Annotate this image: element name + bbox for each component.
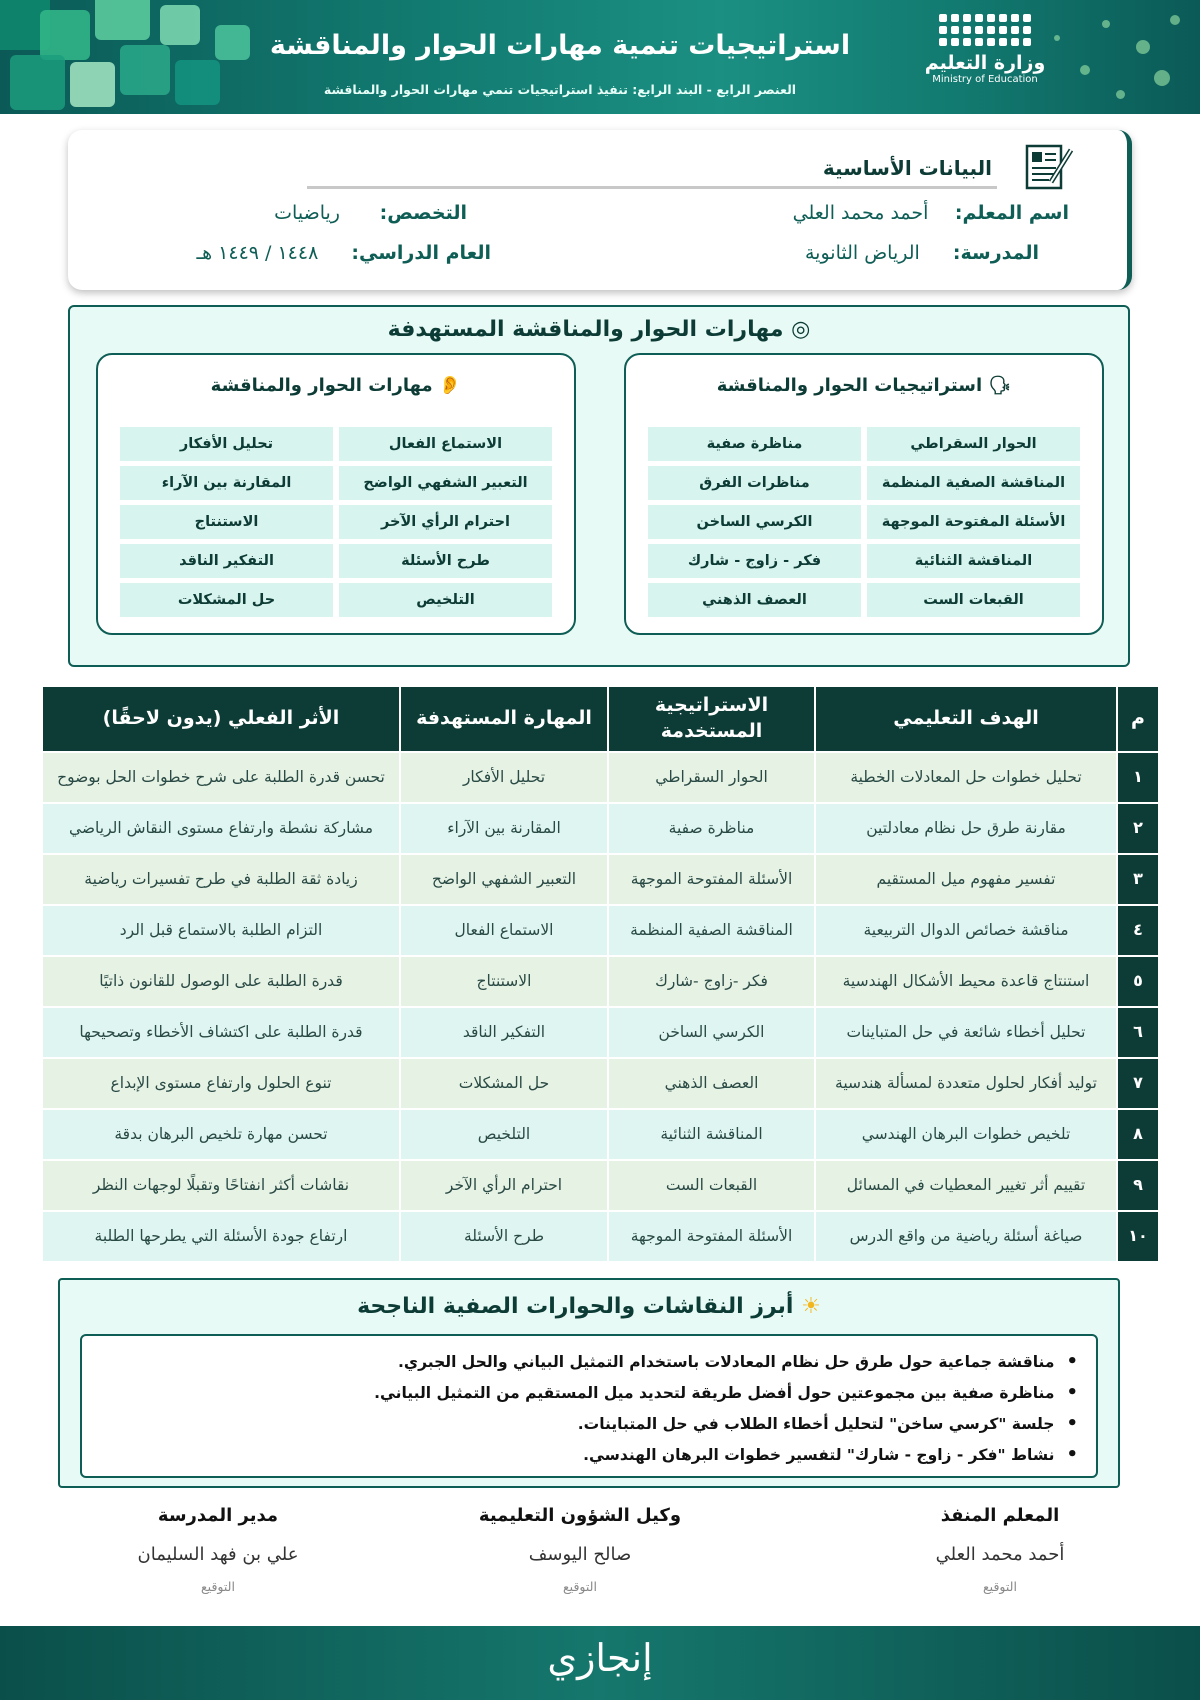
strategy-item: مناظرة صفية <box>648 427 861 461</box>
row-skill: التلخيص <box>400 1109 608 1160</box>
signature-role: وكيل الشؤون التعليمية <box>478 1505 682 1526</box>
skill-item: الاستنتاج <box>120 505 333 539</box>
row-goal: تفسير مفهوم ميل المستقيم <box>815 854 1117 905</box>
skills-box <box>96 353 576 635</box>
row-strategy: فكر -زاوج -شارك <box>608 956 815 1007</box>
highlights-box <box>80 1334 1098 1478</box>
table-row <box>42 1109 1159 1160</box>
row-number: ٧ <box>1117 1058 1159 1109</box>
table-row <box>42 803 1159 854</box>
row-impact: قدرة الطلبة على اكتشاف الأخطاء وتصحيحها <box>42 1007 400 1058</box>
signature-role: مدير المدرسة <box>157 1505 279 1526</box>
row-goal: تقييم أثر تغيير المعطيات في المسائل <box>815 1160 1117 1211</box>
teacher-label: اسم المعلم: <box>954 202 1069 224</box>
row-skill: طرح الأسئلة <box>400 1211 608 1262</box>
strategies-grid <box>648 427 1080 617</box>
logo-arabic: وزارة التعليم <box>924 52 1046 74</box>
row-skill: حل المشكلات <box>400 1058 608 1109</box>
row-goal: توليد أفكار لحلول متعددة لمسألة هندسية <box>815 1058 1117 1109</box>
strategy-item: الأسئلة المفتوحة الموجهة <box>867 505 1080 539</box>
skill-item: احترام الرأي الآخر <box>339 505 552 539</box>
row-skill: احترام الرأي الآخر <box>400 1160 608 1211</box>
teacher-field <box>793 202 1069 224</box>
year-field <box>197 242 491 264</box>
row-strategy: القبعات الست <box>608 1160 815 1211</box>
strategy-item: العصف الذهني <box>648 583 861 617</box>
basic-info-card <box>68 130 1132 290</box>
row-skill: التفكير الناقد <box>400 1007 608 1058</box>
signature-label: التوقيع <box>563 1579 597 1594</box>
goals-table <box>41 685 1160 1263</box>
year-label: العام الدراسي: <box>351 242 491 264</box>
signature-name: أحمد محمد العلي <box>935 1544 1065 1565</box>
page-header <box>0 0 1200 114</box>
signature-label: التوقيع <box>201 1579 235 1594</box>
skill-item: المقارنة بين الآراء <box>120 466 333 500</box>
row-number: ٩ <box>1117 1160 1159 1211</box>
school-label: المدرسة: <box>952 242 1039 264</box>
table-row <box>42 1160 1159 1211</box>
strategy-item: فكر - زاوج - شارك <box>648 544 861 578</box>
row-goal: مناقشة خصائص الدوال التربيعية <box>815 905 1117 956</box>
table-row <box>42 905 1159 956</box>
row-goal: مقارنة طرق حل نظام معادلتين <box>815 803 1117 854</box>
row-impact: تحسن مهارة تلخيص البرهان بدقة <box>42 1109 400 1160</box>
strategy-item: المناقشة الصفية المنظمة <box>867 466 1080 500</box>
teacher-value: أحمد محمد العلي <box>792 202 929 224</box>
strategies-box <box>624 353 1104 635</box>
row-strategy: المناقشة الصفية المنظمة <box>608 905 815 956</box>
table-header-row <box>42 686 1159 752</box>
signature-label: التوقيع <box>983 1579 1017 1594</box>
row-skill: المقارنة بين الآراء <box>400 803 608 854</box>
skill-item: تحليل الأفكار <box>120 427 333 461</box>
year-value: ١٤٤٨ / ١٤٤٩ هـ <box>196 242 319 264</box>
row-impact: ارتفاع جودة الأسئلة التي يطرحها الطلبة <box>42 1211 400 1262</box>
specialty-value: رياضيات <box>274 202 340 224</box>
skill-item: الاستماع الفعال <box>339 427 552 461</box>
highlights-list <box>100 1346 1078 1470</box>
row-goal: استنتاج قاعدة محيط الأشكال الهندسية <box>815 956 1117 1007</box>
row-impact: تحسن قدرة الطلبة على شرح خطوات الحل بوضوح <box>42 752 400 803</box>
strategy-item: الكرسي الساخن <box>648 505 861 539</box>
row-strategy: العصف الذهني <box>608 1058 815 1109</box>
page-footer <box>0 1626 1200 1700</box>
table-row <box>42 1058 1159 1109</box>
row-number: ١ <box>1117 752 1159 803</box>
row-impact: التزام الطلبة بالاستماع قبل الرد <box>42 905 400 956</box>
signature-name: علي بن فهد السليمان <box>137 1544 299 1565</box>
ministry-logo <box>920 14 1050 104</box>
header-decoration <box>0 0 260 114</box>
row-goal: تلخيص خطوات البرهان الهندسي <box>815 1109 1117 1160</box>
row-impact: زيادة ثقة الطلبة في طرح تفسيرات رياضية <box>42 854 400 905</box>
table-row <box>42 1007 1159 1058</box>
strategy-item: مناظرات الفرق <box>648 466 861 500</box>
signature-deputy <box>420 1505 740 1594</box>
row-number: ٣ <box>1117 854 1159 905</box>
strategies-title: 🗣 استراتيجيات الحوار والمناقشة <box>716 375 1012 396</box>
row-impact: نقاشات أكثر انفتاحًا وتقبلًا لوجهات النظر <box>42 1160 400 1211</box>
skills-box-title: 👂 مهارات الحوار والمناقشة <box>210 375 462 396</box>
target-skills-panel <box>68 305 1130 667</box>
highlights-title: ☀ أبرز النقاشات والحوارات الصفية الناجحة <box>357 1294 821 1319</box>
header-strategy: الاستراتيجية المستخدمة <box>608 686 815 752</box>
row-impact: قدرة الطلبة على الوصول للقانون ذاتيًا <box>42 956 400 1007</box>
highlight-item: • مناظرة صفية بين مجموعتين حول أفضل طريقة لتحديد ميل المستقيم من التمثيل البياني. <box>100 1377 1078 1408</box>
document-pen-icon <box>1023 142 1075 194</box>
school-value: الرياض الثانوية <box>805 242 920 264</box>
row-strategy: المناقشة الثنائية <box>608 1109 815 1160</box>
signature-principal <box>58 1505 378 1594</box>
logo-english: Ministry of Education <box>932 74 1038 85</box>
row-number: ١٠ <box>1117 1211 1159 1262</box>
row-goal: تحليل خطوات حل المعادلات الخطية <box>815 752 1117 803</box>
row-number: ٢ <box>1117 803 1159 854</box>
skill-item: التعبير الشفهي الواضح <box>339 466 552 500</box>
ear-icon: 👂 <box>438 375 462 396</box>
header-impact: الأثر الفعلي (يدون لاحقًا) <box>42 686 400 752</box>
logo-dots-icon <box>920 14 1050 46</box>
highlight-item: • جلسة "كرسي ساخن" لتحليل أخطاء الطلاب في حل المتباينات. <box>100 1408 1078 1439</box>
basic-info-title: البيانات الأساسية <box>822 156 992 180</box>
skill-item: التفكير الناقد <box>120 544 333 578</box>
school-field <box>805 242 1039 264</box>
row-strategy: مناظرة صفية <box>608 803 815 854</box>
signature-role: المعلم المنفذ <box>940 1505 1060 1526</box>
row-strategy: الحوار السقراطي <box>608 752 815 803</box>
strategy-item: القبعات الست <box>867 583 1080 617</box>
row-impact: مشاركة نشطة وارتفاع مستوى النقاش الرياضي <box>42 803 400 854</box>
signature-name: صالح اليوسف <box>528 1544 632 1565</box>
target-icon: ◎ <box>791 317 811 342</box>
specialty-field <box>274 202 467 224</box>
row-goal: صياغة أسئلة رياضية من واقع الدرس <box>815 1211 1117 1262</box>
row-strategy: الكرسي الساخن <box>608 1007 815 1058</box>
signature-teacher <box>840 1505 1160 1594</box>
highlights-panel <box>58 1278 1120 1488</box>
header-goal: الهدف التعليمي <box>815 686 1117 752</box>
table-row <box>42 854 1159 905</box>
row-skill: التعبير الشفهي الواضح <box>400 854 608 905</box>
table-row <box>42 956 1159 1007</box>
header-number: م <box>1117 686 1159 752</box>
skill-item: طرح الأسئلة <box>339 544 552 578</box>
specialty-label: التخصص: <box>379 202 467 224</box>
row-number: ٦ <box>1117 1007 1159 1058</box>
row-number: ٨ <box>1117 1109 1159 1160</box>
row-impact: تنوع الحلول وارتفاع مستوى الإبداع <box>42 1058 400 1109</box>
row-strategy: الأسئلة المفتوحة الموجهة <box>608 854 815 905</box>
row-skill: الاستماع الفعال <box>400 905 608 956</box>
row-number: ٤ <box>1117 905 1159 956</box>
header-skill: المهارة المستهدفة <box>400 686 608 752</box>
row-skill: الاستنتاج <box>400 956 608 1007</box>
highlight-item: • مناقشة جماعية حول طرق حل نظام المعادلات باستخدام التمثيل البياني والحل الجبري. <box>100 1346 1078 1377</box>
page-subtitle: العنصر الرابع - البند الرابع: تنفيذ استراتيجيات تنمي مهارات الحوار والمناقشة <box>323 82 797 97</box>
row-skill: تحليل الأفكار <box>400 752 608 803</box>
table-row <box>42 1211 1159 1262</box>
strategy-item: الحوار السقراطي <box>867 427 1080 461</box>
title-divider <box>307 186 997 189</box>
skill-item: حل المشكلات <box>120 583 333 617</box>
speaking-head-icon: 🗣 <box>988 375 1012 396</box>
strategy-item: المناقشة الثنائية <box>867 544 1080 578</box>
highlight-item: • نشاط "فكر - زاوج - شارك" لتفسير خطوات البرهان الهندسي. <box>100 1439 1078 1470</box>
sun-icon: ☀ <box>801 1294 821 1319</box>
row-number: ٥ <box>1117 956 1159 1007</box>
row-goal: تحليل أخطاء شائعة في حل المتباينات <box>815 1007 1117 1058</box>
skill-item: التلخيص <box>339 583 552 617</box>
table-row <box>42 752 1159 803</box>
skills-grid <box>120 427 552 617</box>
row-strategy: الأسئلة المفتوحة الموجهة <box>608 1211 815 1262</box>
target-skills-title: ◎ مهارات الحوار والمناقشة المستهدفة <box>387 317 811 342</box>
page-title: استراتيجيات تنمية مهارات الحوار والمناقشة <box>269 30 851 61</box>
injazi-logo: إنجازي <box>547 1636 653 1680</box>
